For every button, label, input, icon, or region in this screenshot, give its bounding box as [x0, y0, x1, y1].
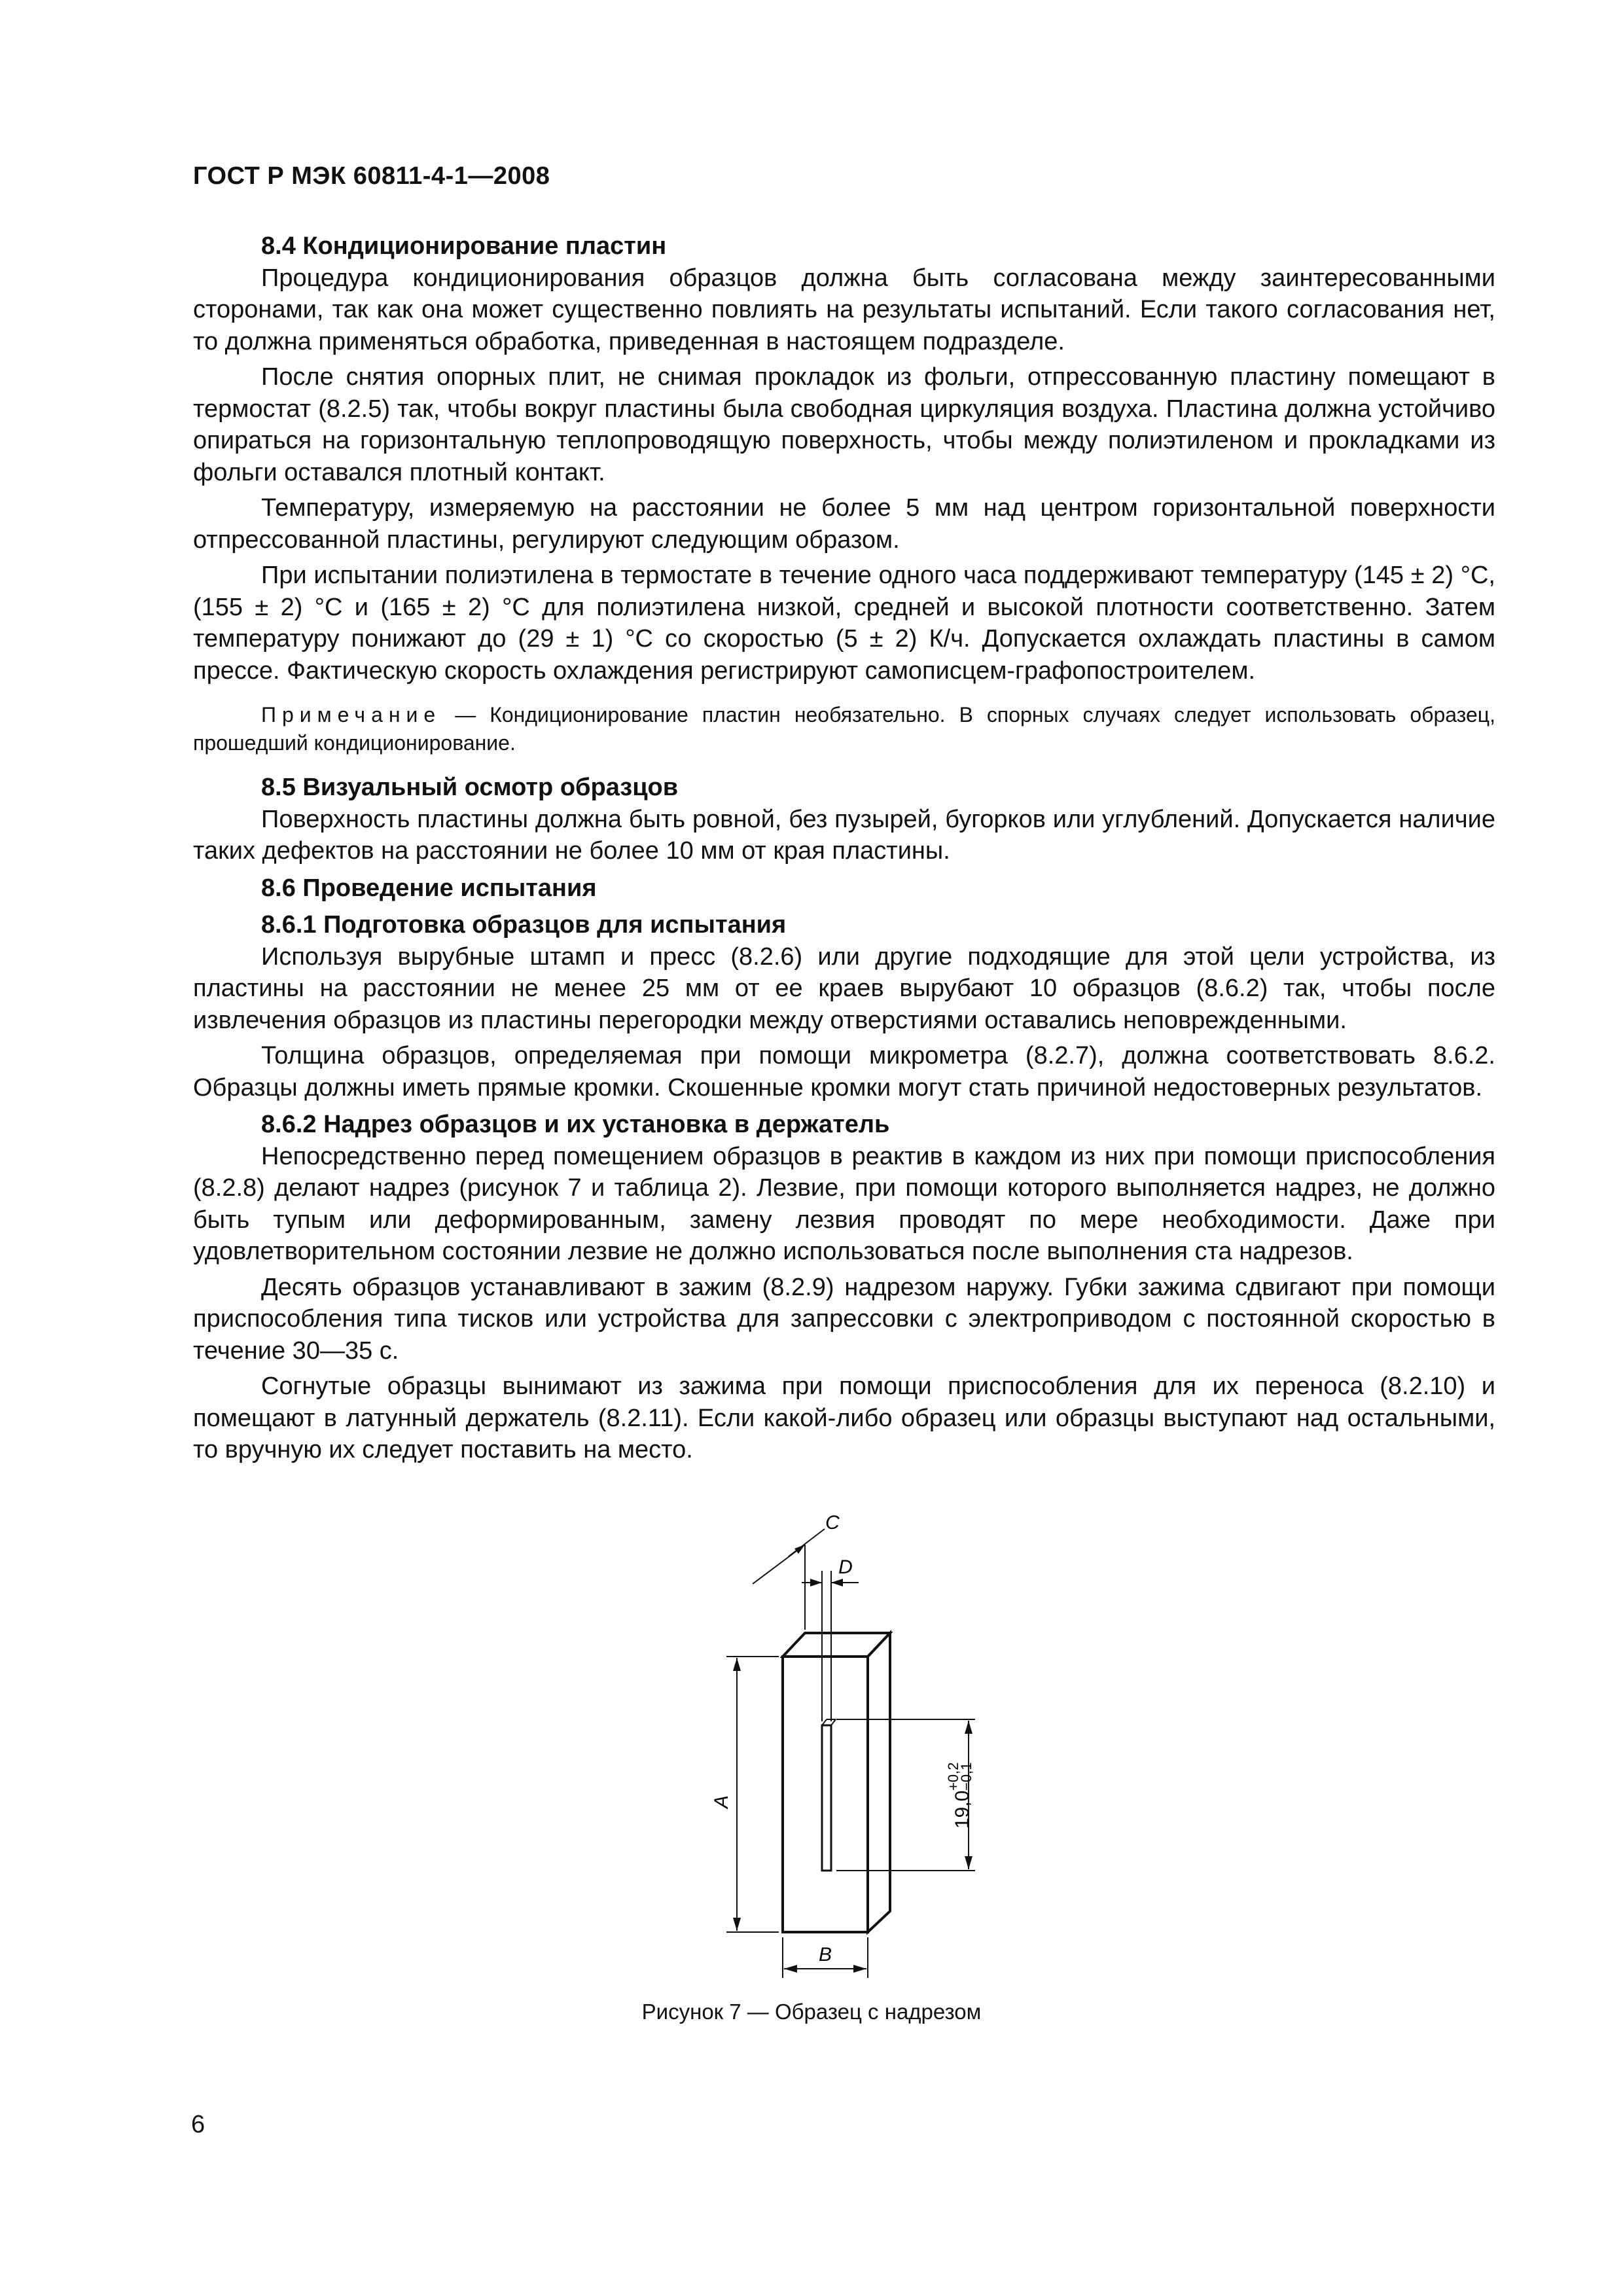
paragraph: Поверхность пластины должна быть ровной, без пузырей, бугорков или углублений. Допускается наличие таких дефектов на расстоянии не более 10 мм от края пластины. — [193, 805, 1495, 865]
document-body — [193, 230, 1495, 1466]
notch-length-tolerance-plus: +0,2 — [945, 1762, 961, 1791]
notch-length-tolerance-minus: −0,1 — [958, 1762, 974, 1791]
figure-caption: Рисунок 7 — Образец с надрезом — [641, 2000, 982, 2024]
paragraph: При испытании полиэтилена в термостате в течение одного часа поддерживают температуру (145 ± 2) °С, (155 ± 2) °С и (165 ± 2) °С для полиэтилена низкой, средней и высокой плотности соответственно. Затем температуру понижают до (29 ± 1) °С со скоростью (5 ± 2) К/ч. Допускается охлаждать пластины в самом прессе. Фактическую скорость охлаждения регистрируют самописцем-графопостроителем. — [193, 562, 1495, 685]
dimension-c-label: C — [825, 1512, 840, 1534]
page-number: 6 — [191, 2111, 205, 2138]
paragraph: Согнутые образцы вынимают из зажима при помощи приспособления для их переноса (8.2.10) и помещают в латунный держатель (8.2.11). Если какой-либо образец или образцы выступают над остальными, то вручную их следует поставить на место. — [193, 1372, 1495, 1463]
specimen-side-face — [868, 1633, 890, 1932]
notch-edge — [831, 1719, 836, 1725]
paragraph: Десять образцов устанавливают в зажим (8.2.9) надрезом наружу. Губки зажима сдвигают при помощи приспособления типа тисков или устройства для запрессовки с электроприводом с постоянной скоростью в течение 30—35 с. — [193, 1273, 1495, 1365]
dimension-b-label: B — [818, 1944, 832, 1965]
notch-length-label — [945, 1763, 974, 1829]
notch-slot — [822, 1725, 831, 1871]
paragraph: Процедура кондиционирования образцов должна быть согласована между заинтересованными сторонами, так как она может существенно повлиять на результаты испытаний. Если такого согласования нет, то должна применяться обработка, приведенная в настоящем подразделе. — [193, 264, 1495, 355]
dimension-arrowheads — [733, 1545, 972, 1973]
dimension-d-label: D — [838, 1556, 853, 1578]
notched-specimen-drawing — [687, 1505, 1054, 1990]
note-text: — Кондиционирование пластин необязательно. В спорных случаях следует использовать образец, прошедший кондиционирование. — [193, 703, 1495, 755]
notch-length-value: 19,0 — [952, 1790, 973, 1829]
section-8-6-1-heading: 8.6.1 Подготовка образцов для испытания — [261, 911, 787, 939]
dimension-a-label: A — [711, 1795, 732, 1809]
document-header: ГОСТ Р МЭК 60811-4-1—2008 — [193, 162, 550, 190]
paragraph: Толщина образцов, определяемая при помощи микрометра (8.2.7), должна соответствовать 8.6.2. Образцы должны иметь прямые кромки. Скошенные кромки могут стать причиной недостоверных результатов. — [193, 1042, 1495, 1102]
section-8-4-heading: 8.4 Кондиционирование пластин — [261, 232, 667, 260]
dimension-c-line — [789, 1529, 825, 1556]
paragraph: После снятия опорных плит, не снимая прокладок из фольги, отпрессованную пластину помещают в термостат (8.2.5) так, чтобы вокруг пластины была свободная циркуляция воздуха. Пластина должна устойчиво опираться на горизонтальную теплопроводящую поверхность, чтобы между полиэтиленом и прокладками из фольги оставался плотный контакт. — [193, 363, 1495, 486]
note — [193, 701, 1495, 757]
section-8-6-2-heading: 8.6.2 Надрез образцов и их установка в держатель — [261, 1111, 890, 1138]
paragraph: Температуру, измеряемую на расстоянии не более 5 мм над центром горизонтальной поверхности отпрессованной пластины, регулируют следующим образом. — [193, 494, 1495, 554]
section-8-6-heading: 8.6 Проведение испытания — [261, 874, 597, 902]
specimen-front-face — [783, 1657, 868, 1932]
note-label: Примечание — [261, 703, 442, 726]
figure-7 — [687, 1505, 1054, 1990]
paragraph: Непосредственно перед помещением образцов в реактив в каждом из них при помощи приспособления (8.2.8) делают надрез (рисунок 7 и таблица 2). Лезвие, при помощи которого выполняется надрез, не должно быть тупым или деформированным, замену лезвия проводят по мере необходимости. Даже при удовлетворительном состоянии лезвие не должно использоваться после выполнения ста надрезов. — [193, 1142, 1495, 1265]
section-8-5-heading: 8.5 Визуальный осмотр образцов — [261, 774, 679, 801]
paragraph: Используя вырубные штамп и пресс (8.2.6) или другие подходящие для этой цели устройства, из пластины на расстоянии не менее 25 мм от ее краев вырубают 10 образцов (8.6.2) так, чтобы после извлечения образцов из пластины перегородки между отверстиями оставались неповрежденными. — [193, 942, 1495, 1034]
specimen-top-face — [783, 1633, 890, 1657]
